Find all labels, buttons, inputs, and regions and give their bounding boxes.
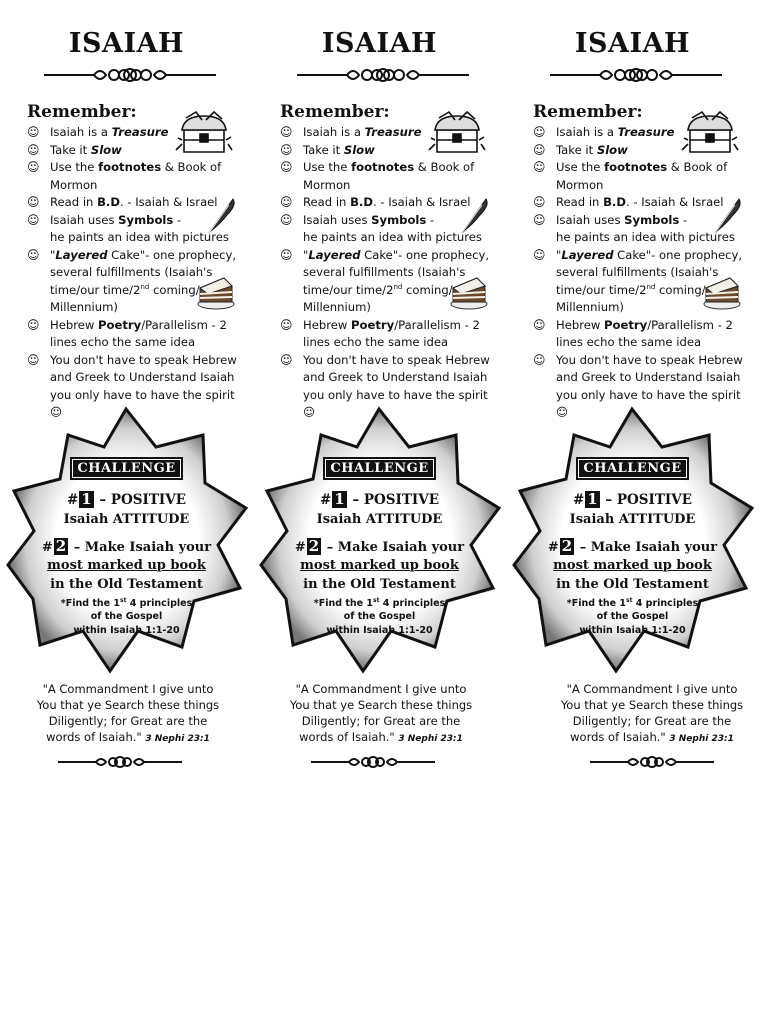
challenge-note-1: *Find the 1st 4 principles [313,597,446,610]
remember-list [533,124,745,422]
challenge-line-2: Isaiah ATTITUDE [63,512,190,527]
smiley-icon: ☺ [27,352,40,367]
challenge-line-2: Isaiah ATTITUDE [316,512,443,527]
list-item: ☺ Isaiah uses Symbols - he paints an idea with pictures [533,212,735,244]
challenge-line-3: # 2 – Make Isaiah your [294,537,465,555]
challenge-label: CHALLENGE [0,457,253,480]
smiley-icon: ☺ [533,212,546,227]
challenge-note-2: of the Gospel [90,611,163,622]
challenge-line-3: # 2 – Make Isaiah your [547,537,718,555]
challenge-note-3: within Isaiah 1:1-20 [73,625,180,636]
bookmark-title: ISAIAH [574,28,691,59]
scroll-ornament-divider [590,753,714,771]
remember-heading: Remember: [27,102,137,122]
challenge-line-5: in the Old Testament [556,577,709,592]
list-item: ☺ Hebrew Poetry/Parallelism - 2 lines echo the same idea [27,317,227,349]
list-item: ☺ Isaiah is a Treasure [27,124,239,142]
list-item: ☺ Hebrew Poetry/Parallelism - 2 lines echo the same idea [533,317,733,349]
challenge-note-3: within Isaiah 1:1-20 [579,625,686,636]
challenge-note-2: of the Gospel [596,611,669,622]
remember-list [27,124,239,422]
smiley-icon: ☺ [280,160,293,174]
smiley-icon: ☺ [533,317,546,332]
challenge-line-4: most marked up book [300,558,459,573]
scroll-ornament-divider [44,64,216,86]
smiley-icon: ☺ [533,247,546,262]
list-item: ☺ Take it Slow [533,142,745,160]
smiley-icon: ☺ [533,160,546,174]
list-item: ☺ Use the footnotes & Book of Mormon [27,160,222,192]
bookmark-column [253,0,506,780]
challenge-label: CHALLENGE [253,457,506,480]
challenge-note-2: of the Gospel [343,611,416,622]
list-item: ☺ Use the footnotes & Book of Mormon [533,160,728,192]
challenge-line-4: most marked up book [47,558,206,573]
bookmark-column [506,0,759,780]
smiley-icon: ☺ [280,247,293,262]
list-item: ☺ You don't have to speak Hebrew and Greek to Understand Isaiah you only have to have the spirit ☺ [280,352,490,419]
scripture-quote: "A Commandment I give unto You that ye Search these things Diligently; for Great are the words of Isaiah." 3 Nephi 23:1 [36,682,220,744]
smiley-icon: ☺ [27,212,40,227]
list-item: ☺ Isaiah is a Treasure [533,124,745,142]
challenge-line-4: most marked up book [553,558,712,573]
challenge-label: CHALLENGE [506,457,759,480]
challenge-note-3: within Isaiah 1:1-20 [326,625,433,636]
smiley-icon: ☺ [280,125,293,139]
smiley-icon: ☺ [280,195,293,209]
smiley-icon: ☺ [27,195,40,209]
smiley-icon: ☺ [280,212,293,227]
bookmark-title: ISAIAH [68,28,185,59]
challenge-line-3: # 2 – Make Isaiah your [41,537,212,555]
list-item: ☺ Hebrew Poetry/Parallelism - 2 lines echo the same idea [280,317,480,349]
smiley-icon: ☺ [533,195,546,209]
remember-heading: Remember: [280,102,390,122]
challenge-note-1: *Find the 1st 4 principles [566,597,699,610]
challenge-line-5: in the Old Testament [303,577,456,592]
scripture-quote: "A Commandment I give unto You that ye Search these things Diligently; for Great are the words of Isaiah." 3 Nephi 23:1 [560,682,744,744]
smiley-icon: ☺ [280,317,293,332]
list-item: ☺ Use the footnotes & Book of Mormon [280,160,475,192]
smiley-icon: ☺ [280,142,293,157]
remember-list [280,124,492,422]
remember-heading: Remember: [533,102,643,122]
list-item: ☺ Take it Slow [280,142,492,160]
smiley-icon: ☺ [280,352,293,367]
smiley-icon: ☺ [533,352,546,367]
scroll-ornament-divider [58,753,182,771]
challenge-line-1: # 1 – POSITIVE [572,490,692,508]
list-item: ☺ Read in B.D. - Isaiah & Israel [533,194,745,212]
list-item: ☺ Read in B.D. - Isaiah & Israel [280,194,492,212]
challenge-line-1: # 1 – POSITIVE [66,490,186,508]
scripture-quote: "A Commandment I give unto You that ye Search these things Diligently; for Great are the words of Isaiah." 3 Nephi 23:1 [289,682,473,744]
list-item: ☺ Isaiah uses Symbols - he paints an idea with pictures [27,212,229,244]
smiley-icon: ☺ [27,160,40,174]
list-item: ☺ You don't have to speak Hebrew and Greek to Understand Isaiah you only have to have the spirit ☺ [27,352,237,419]
challenge-note-1: *Find the 1st 4 principles [60,597,193,610]
smiley-icon: ☺ [27,142,40,157]
scripture-reference: 3 Nephi 23:1 [145,734,210,744]
challenge-line-1: # 1 – POSITIVE [319,490,439,508]
challenge-line-2: Isaiah ATTITUDE [569,512,696,527]
list-item: ☺ "Layered Cake"- one prophecy, several fulfillments (Isaiah's time/our time/2nd coming/ Millennium) [533,247,743,314]
smiley-icon: ☺ [533,142,546,157]
smiley-icon: ☺ [533,125,546,139]
list-item: ☺ "Layered Cake"- one prophecy, several fulfillments (Isaiah's time/our time/2nd coming/ Millennium) [280,247,490,314]
smiley-icon: ☺ [27,247,40,262]
smiley-icon: ☺ [27,125,40,139]
list-item: ☺ You don't have to speak Hebrew and Greek to Understand Isaiah you only have to have the spirit ☺ [533,352,743,419]
scripture-reference: 3 Nephi 23:1 [669,734,734,744]
list-item: ☺ Isaiah is a Treasure [280,124,492,142]
smiley-icon: ☺ [27,317,40,332]
challenge-line-5: in the Old Testament [50,577,203,592]
scripture-reference: 3 Nephi 23:1 [398,734,463,744]
list-item: ☺ Isaiah uses Symbols - he paints an idea with pictures [280,212,482,244]
list-item: ☺ Read in B.D. - Isaiah & Israel [27,194,239,212]
scroll-ornament-divider [297,64,469,86]
scroll-ornament-divider [550,64,722,86]
bookmark-column [0,0,253,780]
list-item: ☺ Take it Slow [27,142,239,160]
list-item: ☺ "Layered Cake"- one prophecy, several fulfillments (Isaiah's time/our time/2nd coming/ Millennium) [27,247,237,314]
bookmark-title: ISAIAH [321,28,438,59]
scroll-ornament-divider [311,753,435,771]
